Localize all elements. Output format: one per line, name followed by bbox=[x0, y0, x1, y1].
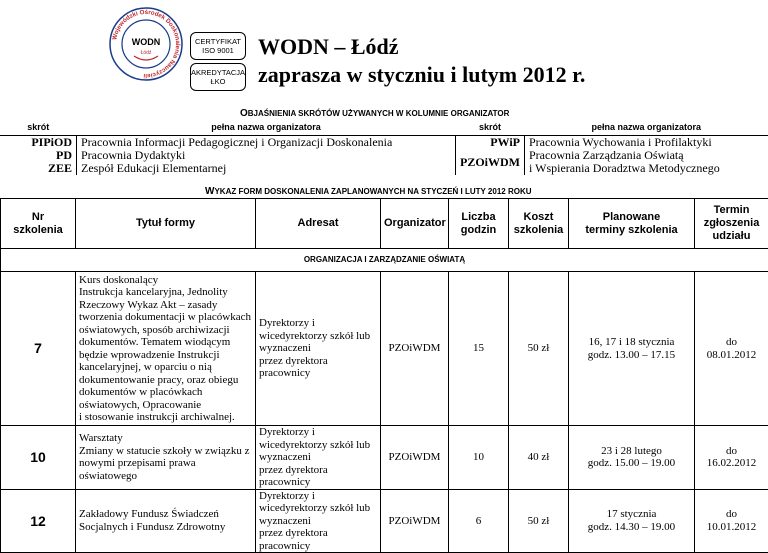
row-title: Zakładowy Fundusz Świadczeń Socjalnych i Fundusz Zdrowotny bbox=[76, 489, 256, 553]
row-audience: Dyrektorzy i wicedyrektorzy szkół lub wyznaczeni przez dyrektora pracownicy bbox=[256, 272, 381, 426]
row-cost: 50 zł bbox=[509, 489, 569, 553]
row-cost: 50 zł bbox=[509, 272, 569, 426]
legend-col-abbr-2: skrót bbox=[456, 119, 525, 136]
section-heading: ORGANIZACJA I ZARZĄDZANIE OŚWIATĄ bbox=[1, 249, 768, 272]
row-organizer: PZOiWDM bbox=[381, 272, 449, 426]
row-dates: 16, 17 i 18 stycznia godz. 13.00 – 17.15 bbox=[569, 272, 695, 426]
row-deadline: do 16.02.2012 bbox=[695, 426, 768, 490]
courses-table bbox=[0, 198, 768, 553]
row-nr: 12 bbox=[1, 489, 76, 553]
col-audience: Adresat bbox=[256, 199, 381, 249]
legend-name: Zespół Edukacji Elementarnej bbox=[77, 162, 456, 175]
row-audience: Dyrektorzy i wicedyrektorzy szkół lub wyznaczeni przez dyrektora pracownicy bbox=[256, 426, 381, 490]
legend-abbr: PIPiOD bbox=[0, 136, 77, 150]
row-cost: 40 zł bbox=[509, 426, 569, 490]
legend-name: Pracownia Dydaktyki bbox=[77, 149, 456, 162]
row-hours: 10 bbox=[449, 426, 509, 490]
legend-caption: OBJAŚNIENIA SKRÓTÓW UŻYWANYCH W KOLUMNIE ORGANIZATOR bbox=[240, 108, 509, 119]
accreditation-badge: AKREDYTACJA ŁKO bbox=[190, 63, 246, 91]
page-title: WODN – Łódź bbox=[258, 34, 399, 60]
col-title: Tytuł formy bbox=[76, 199, 256, 249]
legend-abbr: PWiP bbox=[456, 136, 525, 150]
legend-name: Pracownia Zarządzania Oświatą i Wspierania Doradztwa Metodycznego bbox=[525, 149, 768, 175]
legend-abbr: ZEE bbox=[0, 162, 77, 175]
legend-table bbox=[0, 119, 768, 175]
table-row bbox=[1, 272, 768, 426]
row-nr: 10 bbox=[1, 426, 76, 490]
row-title: Kurs doskonalący Instrukcja kancelaryjna, Jednolity Rzeczowy Wykaz Akt – zasady tworzenia dokumentacji w placówkach oświatowych, sposób archiwizacji dokumentów. Tematem wiodącym będzie wprowadzenie Instrukcji kancelaryjnej, w oparciu o nią dokumentowanie pracy, oraz obiegu dokumentów w placówkach oświatowych, Opracowanie i stosowanie instrukcji archiwalnej. bbox=[76, 272, 256, 426]
certificate-iso-badge: CERTYFIKAT ISO 9001 bbox=[190, 32, 246, 60]
row-dates: 17 stycznia godz. 14.30 – 19.00 bbox=[569, 489, 695, 553]
row-organizer: PZOiWDM bbox=[381, 426, 449, 490]
wodn-logo bbox=[108, 6, 184, 82]
col-dates: Planowane terminy szkolenia bbox=[569, 199, 695, 249]
row-nr: 7 bbox=[1, 272, 76, 426]
col-organizer: Organizator bbox=[381, 199, 449, 249]
legend-name: Pracownia Wychowania i Profilaktyki bbox=[525, 136, 768, 150]
row-dates: 23 i 28 lutego godz. 15.00 – 19.00 bbox=[569, 426, 695, 490]
legend-col-name-2: pełna nazwa organizatora bbox=[525, 119, 768, 136]
logo-text: WODN bbox=[132, 37, 161, 47]
legend-col-name: pełna nazwa organizatora bbox=[77, 119, 456, 136]
table-row bbox=[1, 426, 768, 490]
row-deadline: do 10.01.2012 bbox=[695, 489, 768, 553]
col-nr: Nr szkolenia bbox=[1, 199, 76, 249]
legend-abbr: PZOiWDM bbox=[456, 149, 525, 175]
row-organizer: PZOiWDM bbox=[381, 489, 449, 553]
row-deadline: do 08.01.2012 bbox=[695, 272, 768, 426]
row-audience: Dyrektorzy i wicedyrektorzy szkół lub wyznaczeni przez dyrektora pracownicy bbox=[256, 489, 381, 553]
legend-abbr: PD bbox=[0, 149, 77, 162]
col-cost: Koszt szkolenia bbox=[509, 199, 569, 249]
col-hours: Liczba godzin bbox=[449, 199, 509, 249]
table-caption: WYKAZ FORM DOSKONALENIA ZAPLANOWANYCH NA STYCZEŃ I LUTY 2012 ROKU bbox=[205, 186, 532, 197]
logo-ring-text: Wojewódzki Ośrodek Doskonalenia Nauczycieli bbox=[111, 9, 181, 79]
col-deadline: Termin zgłoszenia udziału bbox=[695, 199, 768, 249]
row-hours: 15 bbox=[449, 272, 509, 426]
page-subtitle: zaprasza w styczniu i lutym 2012 r. bbox=[258, 62, 585, 88]
legend-col-abbr: skrót bbox=[0, 119, 77, 136]
row-hours: 6 bbox=[449, 489, 509, 553]
row-title: Warsztaty Zmiany w statucie szkoły w związku z nowymi przepisami prawa oświatowego bbox=[76, 426, 256, 490]
logo-subtext: Łódź bbox=[141, 50, 152, 56]
legend-name: Pracownia Informacji Pedagogicznej i Organizacji Doskonalenia bbox=[77, 136, 456, 150]
